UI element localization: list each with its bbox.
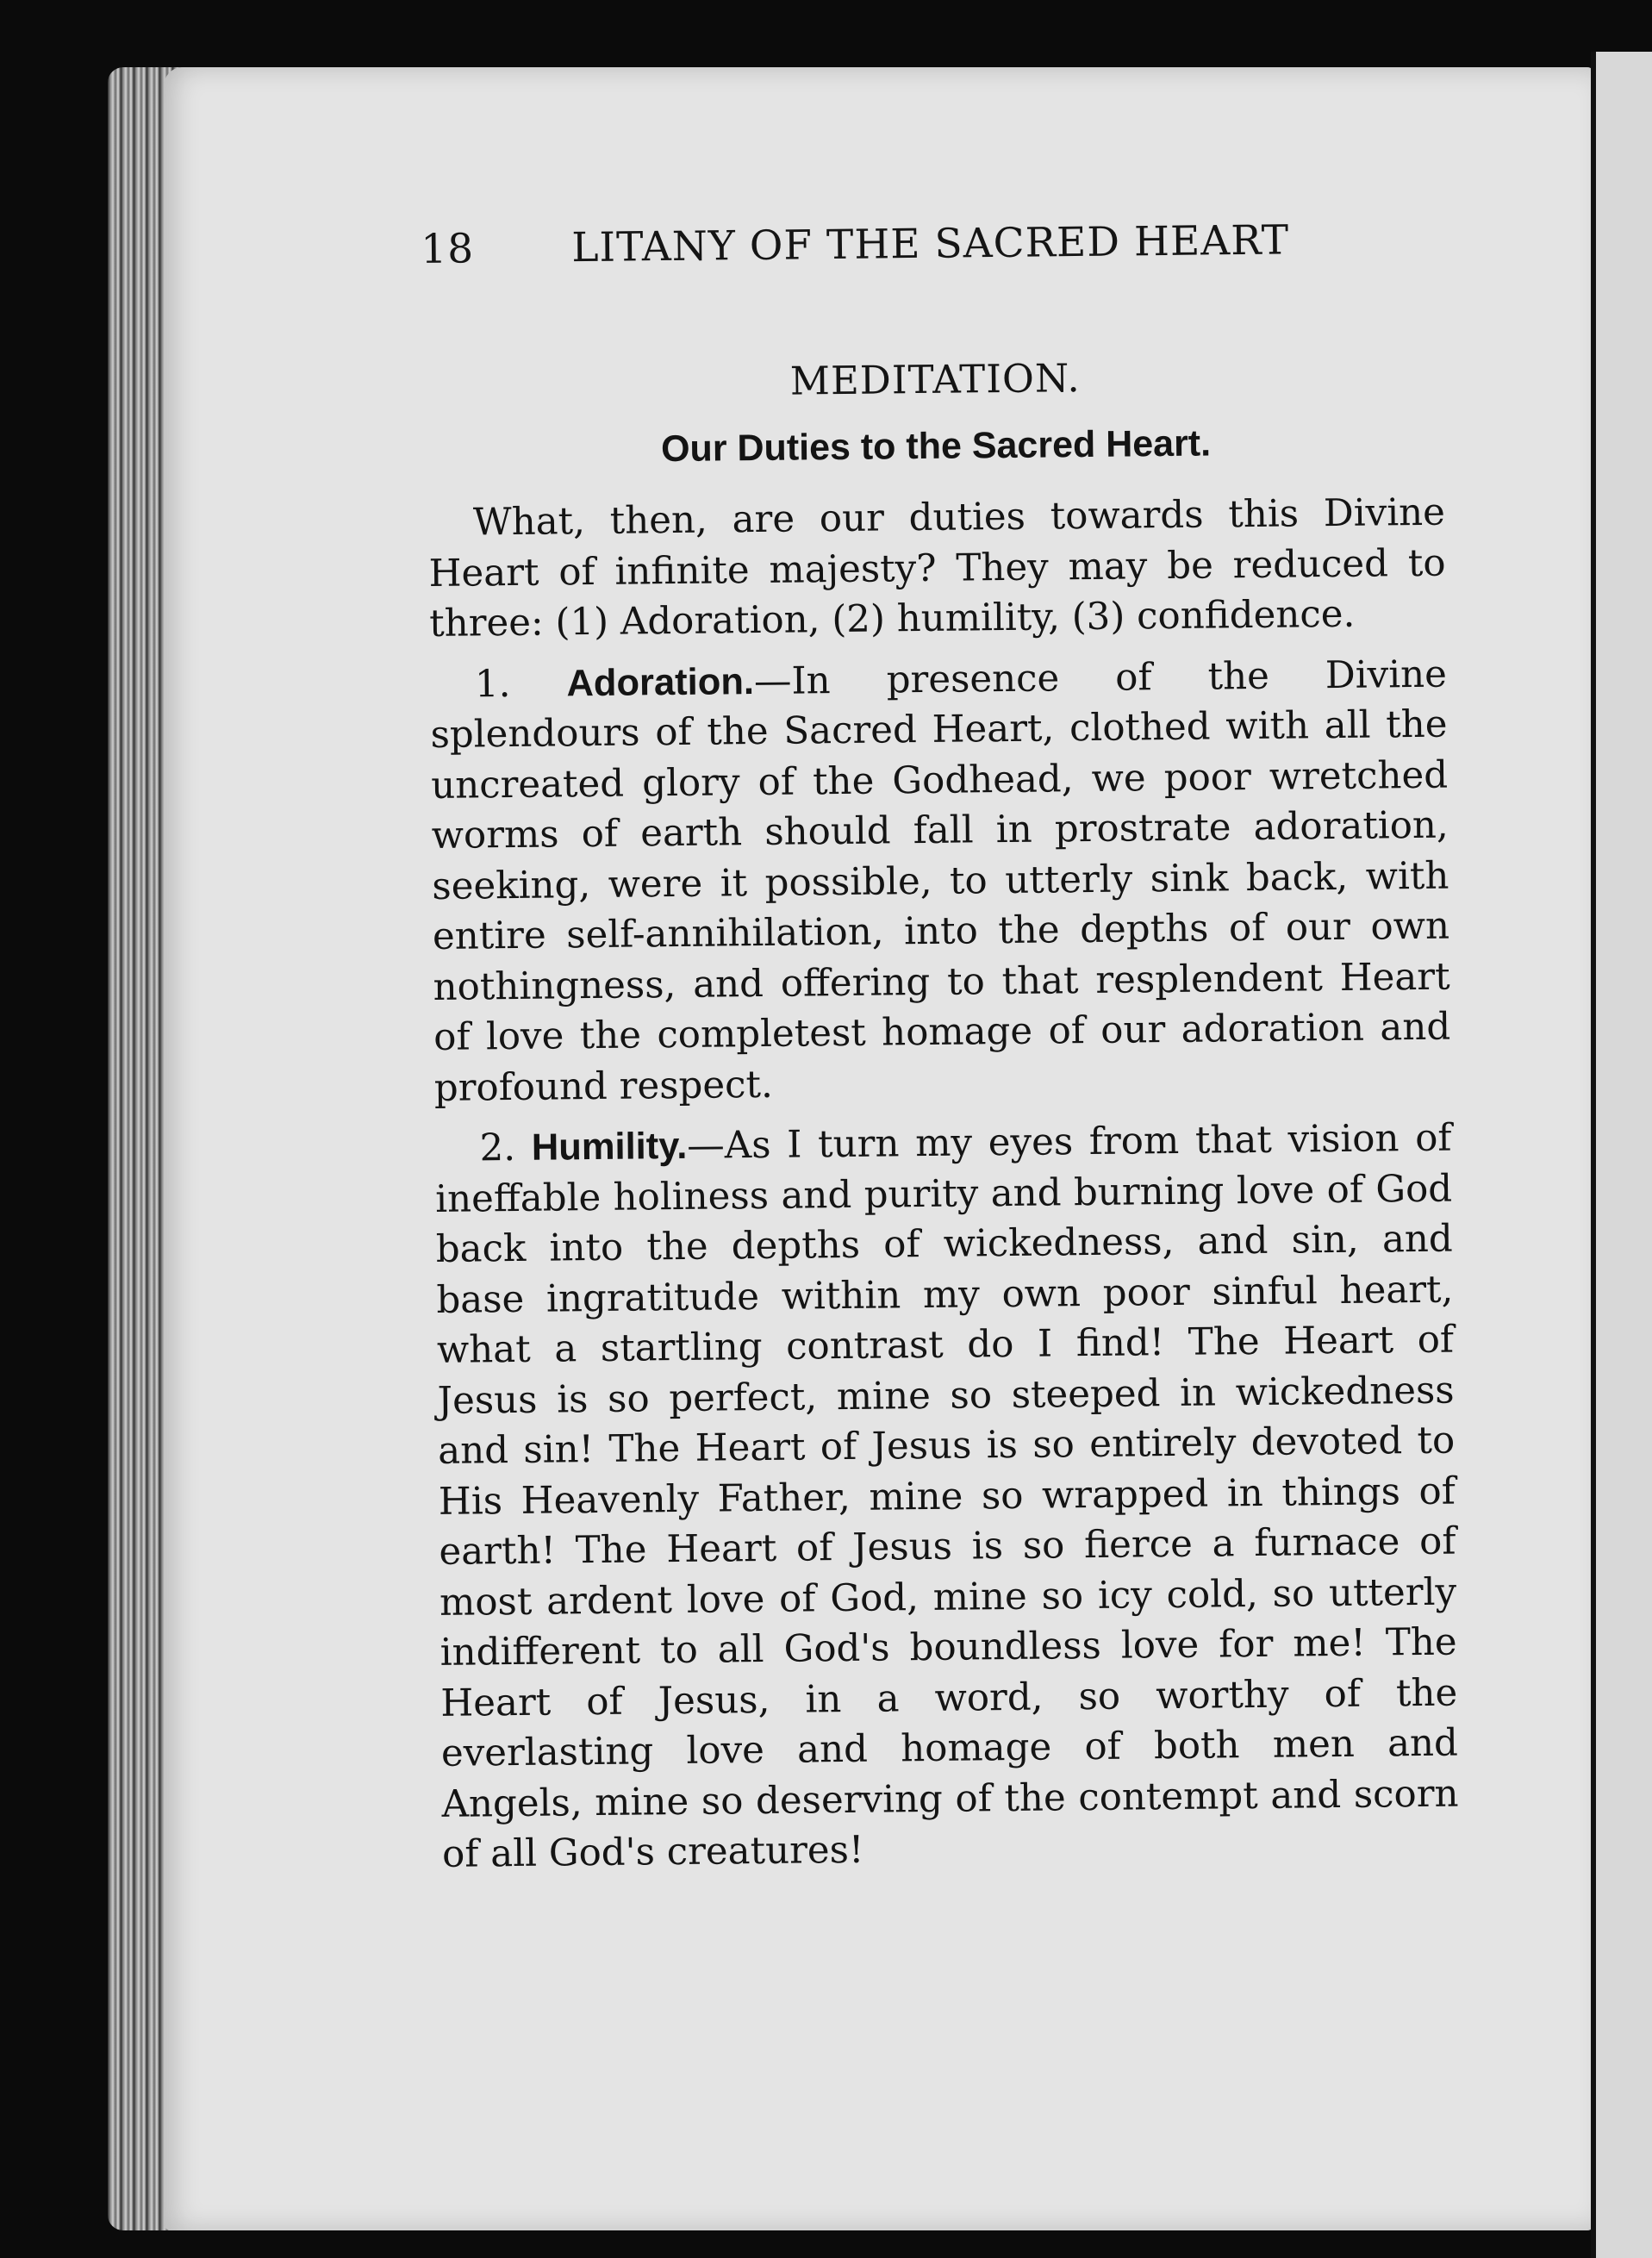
paragraph-label: Adoration. <box>566 660 755 704</box>
paragraph-adoration <box>430 649 1451 1113</box>
paragraph-text: —In presence of the Divine splendours of the Sacred Heart, clothed with all the uncreated glory of the Godhead, we poor wretched worms of earth should fall in prostrate adoration, seeking, were it possible, to utterly sink back, with entire self-annihilation, into the depths of our own nothingness, and offering to that resplendent Heart of love the completest homage of our adoration and profound respect. <box>430 652 1451 1110</box>
section-subtitle: Our Duties to the Sacred Heart. <box>660 422 1212 471</box>
page-body <box>427 350 1460 1891</box>
paragraph-label: Humility. <box>531 1125 688 1169</box>
next-page-edge <box>1591 52 1652 2258</box>
paragraph-number: 2. <box>479 1126 533 1170</box>
running-head <box>421 216 1300 273</box>
paragraph-text: —As I turn my eyes from that vision of ineffable holiness and purity and burning love of God back into the depths of wickedness, and sin, and base ingratitude within my own poor sinful heart, what a startling contrast do I find! The Heart of Jesus is so perfect, mine so steeped in wickedness and sin! The Heart of Jesus is so entirely devoted to His Heavenly Father, mine so wrapped in things of earth! The Heart of Jesus is so fierce a furnace of most ardent love of God, mine so icy cold, so utterly indifferent to all God's boundless love for me! The Heart of Jesus, in a word, so worthy of the everlasting love and homage of both men and Angels, mine so deserving of the contempt and scorn of all God's creatures! <box>434 1116 1459 1876</box>
paragraph-text: What, then, are our duties towards this Divine Heart of infinite majesty? They may be reduced to three: (1) Adoration, (2) humility, (3) confidence. <box>428 490 1446 646</box>
paragraph-humility <box>434 1113 1459 1881</box>
paragraph-intro <box>428 488 1447 650</box>
paragraph-number: 1. <box>474 661 567 706</box>
section-title: MEDITATION. <box>789 355 1081 404</box>
running-title: LITANY OF THE SACRED HEART <box>570 216 1290 272</box>
page-number: 18 <box>421 225 475 273</box>
